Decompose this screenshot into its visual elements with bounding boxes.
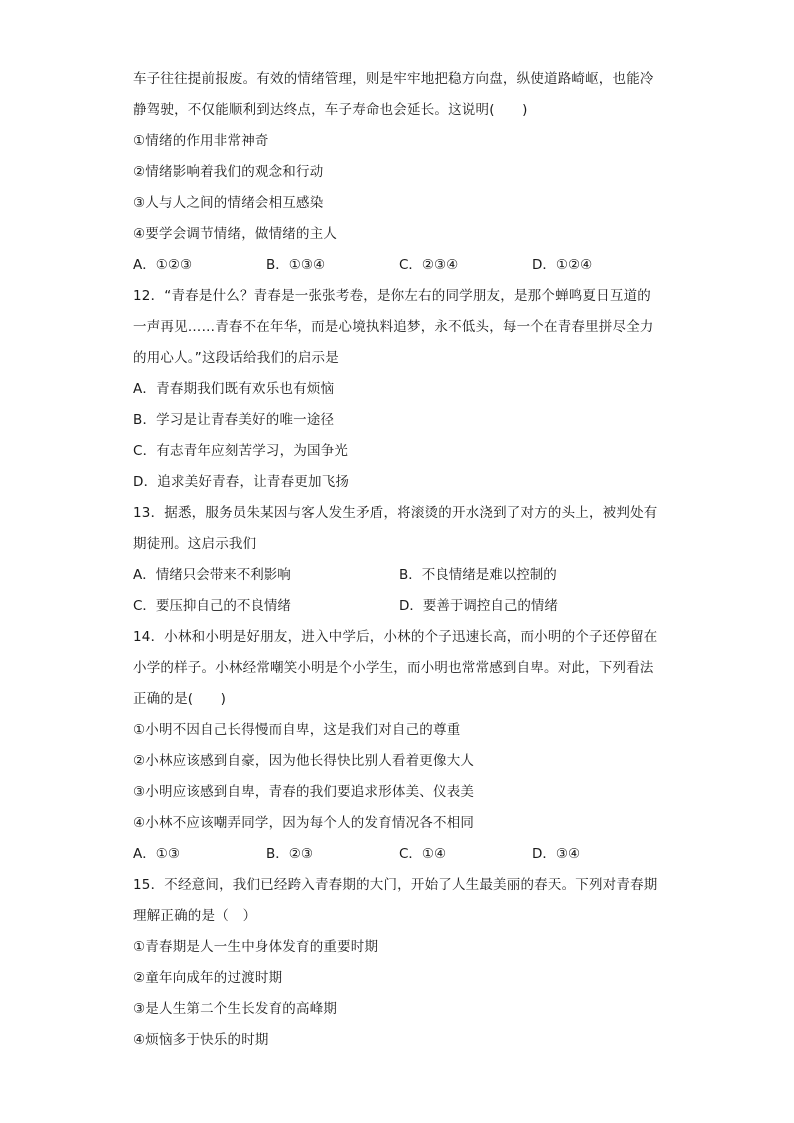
q14-text-line-3: 正确的是( ) xyxy=(133,691,227,707)
q14-item-4: ④小林不应该嘲弄同学，因为每个人的发育情况各不相同 xyxy=(133,815,475,831)
q12-text-line-2: 一声再见……青春不在年华，而是心境执料追梦，永不低头，每一个在青春里拼尽全力 xyxy=(133,319,654,335)
q15-item-4: ④烦恼多于快乐的时期 xyxy=(133,1032,269,1048)
q12-option-d: D．追求美好青春，让青春更加飞扬 xyxy=(133,474,350,490)
q11-option-a: A．①②③ xyxy=(133,257,193,273)
question-content xyxy=(133,64,665,1056)
q11-item-1: ①情绪的作用非常神奇 xyxy=(133,133,269,149)
q11-option-c: C．②③④ xyxy=(399,257,459,273)
q14-item-3: ③小明应该感到自卑，青春的我们要追求形体美、仪表美 xyxy=(133,784,475,800)
q15-item-2: ②童年向成年的过渡时期 xyxy=(133,970,283,986)
q12-option-c: C．有志青年应刻苦学习，为国争光 xyxy=(133,443,349,459)
q13-option-d: D．要善于调控自己的情绪 xyxy=(399,598,558,614)
q11-options xyxy=(133,250,665,281)
q12-option-a: A．青春期我们既有欢乐也有烦恼 xyxy=(133,381,335,397)
q15-item-1: ①青春期是人一生中身体发育的重要时期 xyxy=(133,939,379,955)
q13-text-line-1: 13．据悉，服务员朱某因与客人发生矛盾，将滚烫的开水浇到了对方的头上，被判处有 xyxy=(133,505,658,521)
q14-option-b: B．②③ xyxy=(266,846,313,862)
q13-option-b: B．不良情绪是难以控制的 xyxy=(399,567,557,583)
q14-option-d: D．③④ xyxy=(532,846,581,862)
q13-options-row-2 xyxy=(133,591,665,622)
q13-options-row-1 xyxy=(133,560,665,591)
q11-text-line-1: 车子往往提前报废。有效的情绪管理，则是牢牢地把稳方向盘，纵使道路崎岖，也能冷 xyxy=(133,71,654,87)
q14-item-2: ②小林应该感到自豪，因为他长得快比别人看着更像大人 xyxy=(133,753,475,769)
q14-option-c: C．①④ xyxy=(399,846,447,862)
q11-option-b: B．①③④ xyxy=(266,257,326,273)
q15-text-line-2: 理解正确的是（ ） xyxy=(133,908,257,924)
q13-option-a: A．情绪只会带来不利影响 xyxy=(133,567,291,583)
q14-item-1: ①小明不因自己长得慢而自卑，这是我们对自己的尊重 xyxy=(133,722,461,738)
q12-text-line-3: 的用心人。”这段话给我们的启示是 xyxy=(133,350,339,366)
q11-option-d: D．①②④ xyxy=(532,257,593,273)
q15-item-3: ③是人生第二个生长发育的高峰期 xyxy=(133,1001,338,1017)
q14-text-line-2: 小学的样子。小林经常嘲笑小明是个小学生，而小明也常常感到自卑。对此，下列看法 xyxy=(133,660,654,676)
q14-text-line-1: 14．小林和小明是好朋友，进入中学后，小林的个子迅速长高，而小明的个子还停留在 xyxy=(133,629,658,645)
q13-text-line-2: 期徒刑。这启示我们 xyxy=(133,536,257,552)
q12-text-line-1: 12．“青春是什么？青春是一张张考卷，是你左右的同学朋友，是那个蝉鸣夏日互道的 xyxy=(133,288,651,304)
q14-option-a: A．①③ xyxy=(133,846,180,862)
q14-options xyxy=(133,839,665,870)
q12-option-b: B．学习是让青春美好的唯一途径 xyxy=(133,412,335,428)
q11-item-2: ②情绪影响着我们的观念和行动 xyxy=(133,164,324,180)
q13-option-c: C．要压抑自己的不良情绪 xyxy=(133,598,291,614)
q15-text-line-1: 15．不经意间，我们已经跨入青春期的大门，开始了人生最美丽的春天。下列对青春期 xyxy=(133,877,658,893)
q11-text-line-2: 静驾驶，不仅能顺利到达终点，车子寿命也会延长。这说明( ) xyxy=(133,102,528,118)
q11-item-3: ③人与人之间的情绪会相互感染 xyxy=(133,195,324,211)
q11-item-4: ④要学会调节情绪，做情绪的主人 xyxy=(133,226,338,242)
